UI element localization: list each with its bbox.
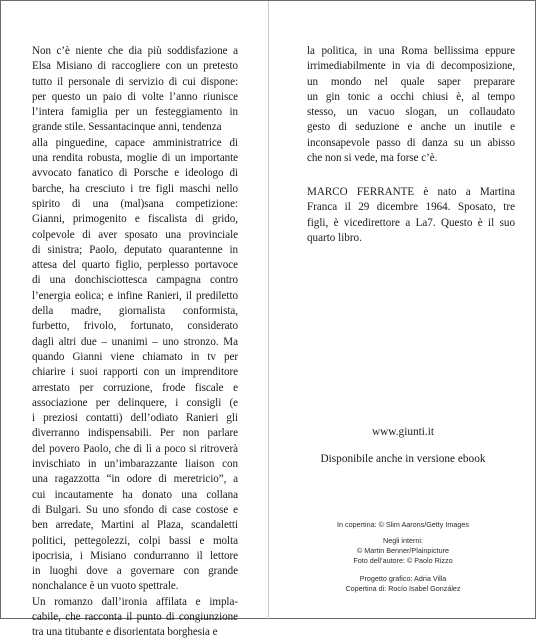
text-line: una ragazzotta “in odore di meretricio”, a (32, 473, 238, 486)
text-line: un mondo nel quale saper preparare (307, 75, 515, 88)
text-line: quando Gianni viene chiamato in tv per (32, 350, 238, 363)
text-line: Gianni, primogenito e fiscalista di grido, (32, 213, 238, 226)
text-line: l’intera famiglia per un festeggiamento in (32, 106, 238, 119)
text-line: grande stile. Sessantacinque anni, tendenza (32, 121, 222, 134)
text-line: Non c’è niente che dia più soddisfazione a (32, 45, 238, 57)
text-line: di una donchisciottesca campagna contro (32, 274, 238, 287)
text-line: barche, ha cresciuto i tre figli maschi nello (32, 182, 238, 195)
text-line: cabile, che racconta il punto di congiunzione (32, 610, 238, 623)
interior-credits (269, 536, 537, 566)
text-line: dagli altri due – unanimi – uno stronzo. Ma (32, 335, 238, 348)
text-line: cui incautamente ha donato una collana (32, 488, 238, 501)
design-credits (269, 574, 537, 594)
interior-photo-credit: © Martin Benner/Plainpicture (357, 546, 449, 555)
text-line: Franca il 29 dicembre 1964. Sposato, tre (307, 201, 515, 214)
text-line: spirito di una (mal)sana competizione: (32, 197, 238, 210)
text-line: una rendita robusta, moglie di un importante (32, 152, 238, 165)
publisher-website: www.giunti.it (371, 426, 435, 438)
text-line: per questo un paio di volte l’anno riunisce (32, 90, 238, 103)
text-line: che non si vede, ma forse c’è. (307, 152, 438, 165)
text-line: attesa del quarto figlio, perplesso portavoce (32, 259, 238, 272)
text-line: colpevole di aver sposato una provinciale (32, 228, 238, 241)
text-line: diverranno indispensabili. Per non parlare (32, 427, 238, 440)
text-line: quarto libro. (307, 231, 362, 244)
text-line: inconsapevole passo di danza su un abisso (307, 136, 515, 149)
cover-credit-text: In copertina: © Slim Aarons/Getty Images (337, 520, 469, 529)
text-line: un gin tonic a occhi chiusi è, al tempo (307, 90, 515, 103)
text-line: l’energia eolica; e infine Ranieri, il prediletto (32, 289, 238, 302)
text-line: stesso, un vacuo slogan, un collaudato (307, 106, 515, 119)
text-line: in luoghi dove a governare con grande (32, 565, 238, 578)
ebook-availability-note: Disponibile anche in versione ebook (320, 453, 486, 465)
text-line: ipocrisia, i Misiano condurranno il lettore (32, 549, 238, 562)
text-line: chiarire i suoi rapporti con un imprenditore (32, 366, 238, 379)
text-line: MARCO FERRANTE è nato a Martina (307, 186, 515, 198)
text-line: gesto di seduzione e anche un inutile e (307, 121, 515, 134)
text-line: tutto il personale di servizio di cui dispone: (32, 75, 238, 88)
text-line: di Bulgari. Su uno sfondo di case costose e (32, 503, 238, 516)
text-line: arrestato per corruzione, frode fiscale e (32, 381, 238, 394)
author-bio (307, 185, 515, 246)
author-photo-credit: Foto dell’autore: © Paolo Rizzo (353, 556, 453, 565)
text-line: avvocato fanatico di Porsche e ideologo di (32, 167, 238, 180)
text-line: alla pinguedine, capace amministratrice di (32, 136, 238, 149)
right-flap-synopsis-continued (307, 44, 515, 166)
text-line: Elsa Misiano di raccogliere con un pretesto (32, 60, 238, 73)
text-line: tra una titubante e disorientata borghesia e (32, 626, 218, 639)
text-line: del povero Paolo, che di lì a poco si ritroverà (32, 442, 238, 455)
text-line: associazione per delinquere, i consigli (e (32, 396, 238, 409)
text-line: Un romanzo dall’ironia affilata e impla- (32, 595, 238, 608)
left-flap-synopsis (32, 44, 238, 641)
text-line: la politica, in una Roma bellissima eppure (307, 45, 515, 57)
text-line: di sinistra; Paolo, deputato quarantenne in (32, 243, 238, 256)
text-line: della madre, giornalista conformista, (32, 305, 238, 318)
text-line: figli, è vicedirettore a La7. Questo è il suo (307, 216, 515, 229)
cover-design-credit: Copertina di: Rocío Isabel González (345, 584, 461, 593)
text-line: invischiato in un’imbarazzante liaison con (32, 458, 238, 471)
text-line: politici, pettegolezzi, colpi bassi e molta (32, 534, 238, 547)
cover-credit (269, 520, 537, 530)
graphic-design-credit: Progetto grafico: Adria Villa (359, 574, 447, 583)
text-line: i preziosi contatti) dell’odiato Ranieri gli (32, 412, 238, 425)
text-line: irrimediabilmente in via di decomposizione, (307, 60, 515, 73)
text-line: ben arredate, Martini al Plaza, scandaletti (32, 519, 238, 532)
text-line: furbetto, frivolo, fortunato, considerato (32, 320, 238, 333)
interior-credits-heading: Negli interni: (383, 536, 423, 545)
text-line: nonchalance è un vuoto spettrale. (32, 580, 179, 593)
